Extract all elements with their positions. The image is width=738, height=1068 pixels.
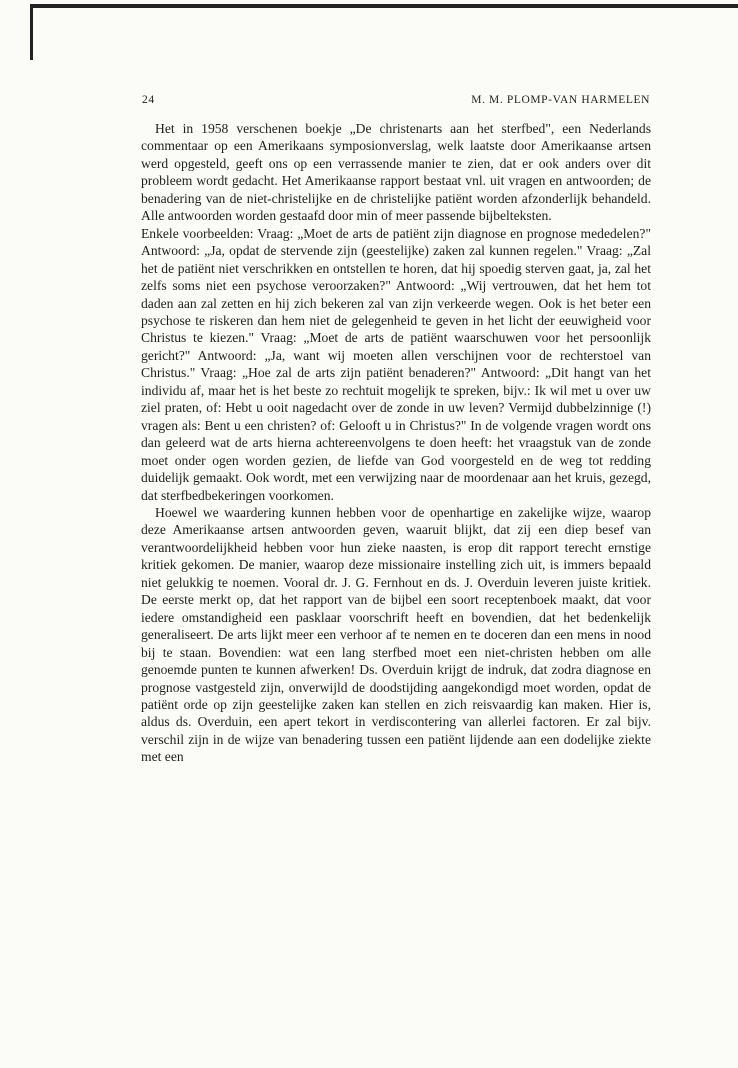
- top-border-rule: [30, 4, 738, 8]
- paragraph-3: Hoewel we waardering kunnen hebben voor de openhartige en zakelijke wijze, waarop deze Amerikaanse artsen antwoorden geven, waaruit blijkt, dat zij een diep besef van verantwoordelijkheid hebben voor hun zieke naasten, is erop dit rapport terecht ernstige kritiek gekomen. De manier, waarop deze missionaire instelling zich uit, is immers bepaald niet gelukkig te noemen. Vooral dr. J. G. Fernhout en ds. J. Overduin leveren juiste kritiek. De eerste merkt op, dat het rapport van de bijbel een soort receptenboek maakt, dat voor iedere omstandigheid een pasklaar voorschrift heeft en bovendien, dat het bedenkelijk generaliseert. De arts lijkt meer een verhoor af te nemen en te doceren dan een mens in nood bij te staan. Bovendien: wat een lang sterfbed moet een niet-christen hebben om alle genoemde punten te kunnen afwerken! Ds. Overduin krijgt de indruk, dat zodra diagnose en prognose vastgesteld zijn, onverwijld de doodstijding aangekondigd moet worden, opdat de patiënt orde op zijn geestelijke zaken kan stellen en zich reisvaardig kan maken. Hier is, aldus ds. Overduin, een apert tekort in verdiscontering van allerlei factoren. Er zal bijv. verschil zijn in de wijze van benadering tussen een patiënt lijdende aan een dodelijke ziekte met een: [141, 504, 651, 765]
- body-text: [141, 120, 651, 766]
- running-head: [142, 94, 650, 110]
- paragraph-2: Enkele voorbeelden: Vraag: „Moet de arts de patiënt zijn diagnose en prognose mededelen?" Antwoord: „Ja, opdat de stervende zijn (geestelijke) zaken zal kunnen regelen." Vraag: „Zal het de patiënt niet verschrikken en ontstellen te horen, dat hij spoedig sterven gaat, ja, zal het zelfs soms niet een psychose veroorzaken?" Antwoord: „Wij vertrouwen, dat het hem tot daden aan zal zetten en hij zich bekeren zal van zijn verkeerde wegen. Ook is het beter een psychose te riskeren dan hem niet de gelegenheid te geven in het licht der eeuwigheid voor Christus te kiezen." Vraag: „Moet de arts de patiënt waarschuwen voor het persoonlijk gericht?" Antwoord: „Ja, want wij moeten allen verschijnen voor de rechterstoel van Christus." Vraag: „Hoe zal de arts zijn patiënt benaderen?" Antwoord: „Dit hangt van het individu af, maar het is het beste zo rechtuit mogelijk te spreken, bijv.: Ik wil met u over uw ziel praten, of: Hebt u ooit nagedacht over de zonde in uw leven? Vermijd dubbelzinnige (!) vragen als: Bent u een christen? of: Gelooft u in Christus?" In de volgende vragen wordt ons dan geleerd wat de arts hierna achtereenvolgens te doen heeft: het vraagstuk van de zonde moet onder ogen worden gezien, de liefde van God voorgesteld en de weg tot redding duidelijk gemaakt. Ook wordt, met een verwijzing naar de moordenaar aan het kruis, gezegd, dat sterfbedbekeringen voorkomen.: [141, 225, 651, 503]
- running-title: M. M. PLOMP-VAN HARMELEN: [471, 94, 650, 106]
- page-number: 24: [142, 94, 155, 106]
- paragraph-1: Het in 1958 verschenen boekje „De christenarts aan het sterfbed", een Nederlands commentaar op een Amerikaans symposionverslag, welk laatste door Amerikaanse artsen werd opgesteld, geeft ons op een verrassende manier te zien, dat er ook anders over dit probleem wordt gedacht. Het Amerikaanse rapport bestaat vnl. uit vragen en antwoorden; de benadering van de niet-christelijke en de christelijke patiënt worden afzonderlijk behandeld. Alle antwoorden worden gestaafd door min of meer passende bijbelteksten.: [141, 121, 651, 224]
- left-border-rule: [30, 4, 33, 60]
